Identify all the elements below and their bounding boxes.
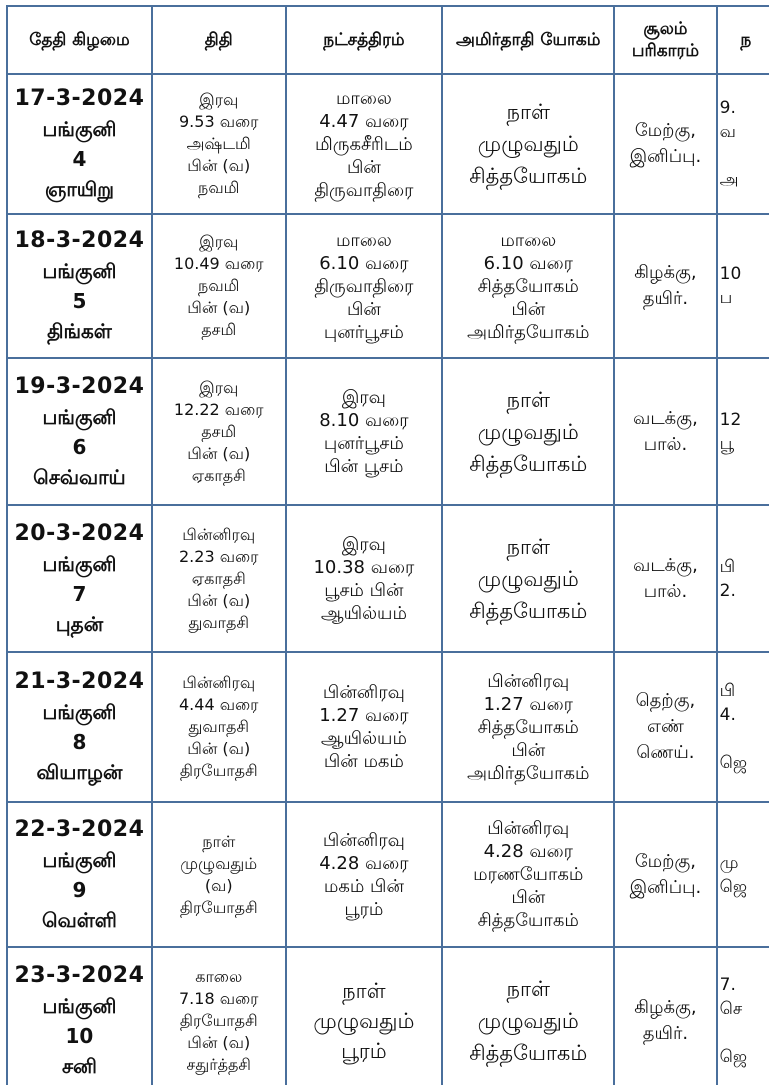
yogam-line: முழுவதும் (477, 132, 579, 156)
next-column-line: ஜெ (719, 1046, 748, 1067)
next-column-line: 7. (719, 974, 736, 995)
yogam-cell (442, 505, 614, 652)
date-text: 18-3-2024 (14, 228, 145, 253)
month-text: பங்குனி (42, 700, 117, 724)
tamil-day-number: 7 (72, 581, 87, 606)
nakshatra-line: இரவு (341, 533, 386, 555)
tithi-line: ஏகாதசி (191, 465, 246, 485)
soolam-line: இனிப்பு. (629, 146, 702, 167)
header-nakshatra-line: நட்சத்திரம் (323, 30, 405, 50)
yogam-cell (442, 358, 614, 505)
yogam-line: பின்னிரவு (487, 818, 570, 839)
tithi-cell (152, 947, 286, 1085)
next-column-line: 10 (719, 264, 742, 284)
weekday-text: வியாழன் (36, 760, 123, 784)
tithi-line: தசமி (201, 421, 237, 441)
nakshatra-cell (286, 214, 443, 358)
tithi-line: (வ) (204, 875, 233, 895)
nakshatra-line: பின் மகம் (323, 751, 404, 772)
tamil-day-number: 4 (72, 147, 87, 171)
panchangam-table (6, 5, 769, 1085)
soolam-line: மேற்கு, (634, 120, 697, 141)
nakshatra-line: மகம் பின் (323, 875, 404, 897)
nakshatra-line: முழுவதும் (313, 1008, 415, 1033)
nakshatra-line: மிருகசீரிடம் (315, 133, 413, 155)
header-next-column (717, 6, 769, 74)
tamil-day-number: 8 (72, 730, 87, 754)
header-next-line: ந (740, 30, 752, 50)
tithi-line: திரயோதசி (179, 897, 258, 917)
tithi-cell (152, 74, 286, 214)
yogam-line: பின் (511, 887, 546, 908)
tithi-line: துவாதசி (188, 612, 249, 632)
soolam-cell (614, 505, 716, 652)
tamil-day-number: 9 (72, 877, 87, 902)
yogam-cell (442, 214, 614, 358)
weekday-text: ஞாயிறு (44, 177, 115, 201)
table-row (7, 214, 769, 358)
yogam-line: சித்தயோகம் (469, 451, 588, 476)
next-column-line: 2. (719, 580, 736, 601)
nakshatra-line: மாலை (335, 87, 392, 109)
nakshatra-line: ஆயில்யம் (320, 728, 407, 749)
next-column-line: மு (719, 852, 739, 873)
tamil-day-number: 5 (72, 289, 87, 313)
yogam-line: பின்னிரவு (487, 670, 570, 692)
yogam-line: 1.27 வரை (483, 693, 573, 715)
next-column-line (720, 144, 769, 168)
nakshatra-cell (286, 505, 443, 652)
panchangam-table-container (6, 5, 769, 1085)
yogam-line: பின் (511, 298, 546, 320)
nakshatra-cell (286, 74, 443, 214)
table-row (7, 802, 769, 947)
next-column-line: 9. (719, 98, 736, 118)
soolam-cell (614, 947, 716, 1085)
month-text: பங்குனி (42, 404, 117, 429)
weekday-text: செவ்வாய் (33, 464, 126, 489)
header-yogam (442, 6, 614, 74)
next-column-line: பி (719, 681, 736, 701)
soolam-line: ணெய். (636, 742, 695, 763)
date-cell (7, 505, 152, 652)
next-column-cell (717, 505, 769, 652)
nakshatra-line: பின்னிரவு (322, 829, 405, 851)
yogam-line: அமிர்தயோகம் (467, 762, 590, 784)
header-date-line: தேதி (29, 30, 67, 50)
date-text: 23-3-2024 (14, 962, 145, 988)
tithi-cell (152, 652, 286, 802)
soolam-line: வடக்கு, (633, 554, 698, 576)
next-column-line: செ (719, 998, 743, 1019)
nakshatra-line: புனர்பூசம் (323, 321, 404, 343)
nakshatra-line: பின்னிரவு (322, 682, 405, 703)
tithi-cell (152, 802, 286, 947)
nakshatra-line: 8.10 வரை (319, 409, 409, 431)
header-tithi (152, 6, 286, 74)
date-cell (7, 652, 152, 802)
soolam-line: எண் (646, 716, 684, 737)
nakshatra-line: புனர்பூசம் (323, 432, 404, 454)
tithi-line: 4.44 வரை (179, 695, 259, 714)
tithi-line: திரயோதசி (179, 761, 258, 780)
yogam-line: முழுவதும் (477, 1008, 579, 1033)
header-soolam-line: சூலம் (643, 19, 688, 39)
tithi-line: நாள் (202, 831, 236, 851)
header-tithi-line: திதி (204, 30, 233, 50)
date-text: 22-3-2024 (14, 816, 145, 842)
tithi-line: 7.18 வரை (179, 988, 259, 1008)
nakshatra-line: 6.10 வரை (319, 252, 409, 274)
nakshatra-line: 1.27 வரை (319, 705, 409, 726)
month-text: பங்குனி (42, 847, 117, 872)
tithi-line: திரயோதசி (179, 1010, 258, 1030)
yogam-line: சித்தயோகம் (477, 910, 579, 931)
nakshatra-line: பூசம் பின் (324, 579, 404, 601)
date-cell (7, 802, 152, 947)
yogam-line: சித்தயோகம் (477, 716, 579, 738)
tithi-cell (152, 214, 286, 358)
next-column-line (720, 727, 769, 751)
tithi-line: 10.49 வரை (173, 254, 264, 273)
tithi-line: பின்னிரவு (182, 673, 256, 692)
header-parigaram-line: பரிகாரம் (631, 41, 700, 61)
date-text: 17-3-2024 (14, 86, 145, 111)
tithi-line: நவமி (198, 178, 240, 197)
soolam-cell (614, 802, 716, 947)
yogam-line: சித்தயோகம் (477, 275, 579, 297)
yogam-cell (442, 652, 614, 802)
yogam-line: 6.10 வரை (483, 252, 573, 274)
tithi-cell (152, 358, 286, 505)
next-column-line: வ (719, 122, 736, 142)
tithi-line: 2.23 வரை (179, 546, 259, 566)
header-row (7, 6, 769, 74)
nakshatra-line: பின் (346, 156, 381, 178)
date-text: 21-3-2024 (14, 669, 145, 694)
weekday-text: புதன் (55, 611, 104, 636)
next-column-cell (717, 214, 769, 358)
nakshatra-cell (286, 358, 443, 505)
tamil-day-number: 10 (65, 1023, 94, 1048)
nakshatra-line: இரவு (341, 386, 386, 408)
tithi-line: 12.22 வரை (173, 399, 264, 419)
tithi-line: இரவு (199, 377, 239, 397)
weekday-text: வெள்ளி (42, 907, 117, 932)
tithi-line: பின் (வ) (187, 1032, 251, 1052)
next-column-line: 4. (719, 705, 736, 725)
soolam-line: தயிர். (642, 288, 689, 309)
tamil-day-number: 6 (72, 434, 87, 459)
soolam-line: இனிப்பு. (629, 876, 702, 898)
weekday-text: திங்கள் (47, 319, 112, 343)
yogam-line: நாள் (506, 534, 550, 559)
nakshatra-line: ஆயில்யம் (320, 602, 407, 624)
date-cell (7, 358, 152, 505)
tithi-line: காலை (195, 966, 243, 986)
soolam-cell (614, 358, 716, 505)
yogam-line: மாலை (500, 229, 557, 251)
header-weekday-line: கிழமை (72, 30, 130, 50)
header-yogam-line: அமிர்தாதி (456, 30, 535, 50)
table-row (7, 74, 769, 214)
yogam-cell (442, 74, 614, 214)
yogam-line: மரணயோகம் (473, 864, 584, 885)
yogam-line: சித்தயோகம் (469, 598, 588, 623)
nakshatra-line: மாலை (335, 229, 392, 251)
tithi-line: இரவு (199, 232, 239, 251)
nakshatra-line: பூரம் (341, 1038, 387, 1063)
tithi-line: பின் (வ) (187, 590, 251, 610)
next-column-cell (717, 358, 769, 505)
tithi-line: பின் (வ) (187, 739, 251, 758)
nakshatra-line: பின் (346, 298, 381, 320)
date-cell (7, 74, 152, 214)
nakshatra-cell (286, 652, 443, 802)
tithi-line: இரவு (199, 90, 239, 109)
date-text: 19-3-2024 (14, 373, 145, 399)
tithi-cell (152, 505, 286, 652)
month-text: பங்குனி (42, 993, 117, 1018)
nakshatra-line: நாள் (342, 978, 386, 1003)
next-column-line: அ (719, 170, 739, 190)
table-row (7, 947, 769, 1085)
yogam-cell (442, 802, 614, 947)
header-yogam-line: யோகம் (540, 30, 601, 50)
nakshatra-cell (286, 947, 443, 1085)
table-row (7, 505, 769, 652)
tithi-line: துவாதசி (188, 717, 249, 736)
tithi-line: பின் (வ) (187, 443, 251, 463)
header-date (7, 6, 152, 74)
tithi-line: நவமி (198, 276, 240, 295)
yogam-line: அமிர்தயோகம் (467, 321, 590, 343)
date-text: 20-3-2024 (14, 520, 145, 546)
nakshatra-line: 4.28 வரை (319, 852, 409, 874)
tithi-line: 9.53 வரை (179, 112, 259, 131)
next-column-cell (717, 947, 769, 1085)
soolam-line: கிழக்கு, (634, 996, 697, 1018)
soolam-line: மேற்கு, (634, 850, 697, 872)
soolam-line: தயிர். (642, 1022, 689, 1044)
yogam-line: 4.28 வரை (483, 841, 573, 862)
next-column-line: 12 (719, 409, 742, 430)
yogam-line: நாள் (506, 387, 550, 412)
yogam-line: நாள் (506, 976, 550, 1001)
yogam-line: முழுவதும் (477, 419, 579, 444)
next-column-line: ஜெ (719, 876, 748, 897)
month-text: பங்குனி (42, 117, 117, 141)
soolam-line: தெற்கு, (635, 690, 696, 711)
tithi-line: சதுர்த்தசி (186, 1054, 251, 1074)
tithi-line: முழுவதும் (180, 853, 258, 873)
nakshatra-line: 10.38 வரை (313, 556, 415, 578)
nakshatra-line: பூரம் (344, 898, 384, 920)
next-column-line: பி (719, 556, 736, 577)
table-row (7, 652, 769, 802)
soolam-cell (614, 74, 716, 214)
yogam-cell (442, 947, 614, 1085)
yogam-line: சித்தயோகம் (469, 164, 588, 188)
next-column-line: ப (719, 288, 733, 308)
soolam-line: வடக்கு, (633, 407, 698, 429)
soolam-cell (614, 214, 716, 358)
yogam-line: நாள் (506, 100, 550, 124)
tithi-line: தசமி (201, 320, 237, 339)
next-column-cell (717, 802, 769, 947)
weekday-text: சனி (61, 1053, 97, 1078)
next-column-line (720, 1021, 769, 1045)
date-cell (7, 214, 152, 358)
soolam-line: பால். (643, 433, 688, 455)
nakshatra-cell (286, 802, 443, 947)
nakshatra-line: திருவாதிரை (314, 275, 414, 297)
soolam-line: கிழக்கு, (634, 262, 697, 283)
tithi-line: அஷ்டமி (186, 134, 251, 153)
table-body (7, 74, 769, 1085)
date-cell (7, 947, 152, 1085)
tithi-line: பின்னிரவு (182, 524, 256, 544)
nakshatra-line: பின் பூசம் (324, 455, 404, 477)
tithi-line: பின் (வ) (187, 298, 251, 317)
next-column-cell (717, 652, 769, 802)
nakshatra-line: 4.47 வரை (319, 110, 409, 132)
yogam-line: பின் (511, 739, 546, 761)
nakshatra-line: திருவாதிரை (314, 179, 414, 201)
soolam-cell (614, 652, 716, 802)
tithi-line: ஏகாதசி (191, 568, 246, 588)
next-column-line: ஜெ (719, 753, 748, 773)
header-soolam (614, 6, 716, 74)
tithi-line: பின் (வ) (187, 156, 251, 175)
header-nakshatra (286, 6, 443, 74)
month-text: பங்குனி (42, 259, 117, 283)
yogam-line: சித்தயோகம் (469, 1040, 588, 1065)
next-column-line: பூ (719, 433, 735, 454)
next-column-cell (717, 74, 769, 214)
month-text: பங்குனி (42, 551, 117, 576)
soolam-line: பால். (643, 580, 688, 602)
yogam-line: முழுவதும் (477, 566, 579, 591)
table-row (7, 358, 769, 505)
